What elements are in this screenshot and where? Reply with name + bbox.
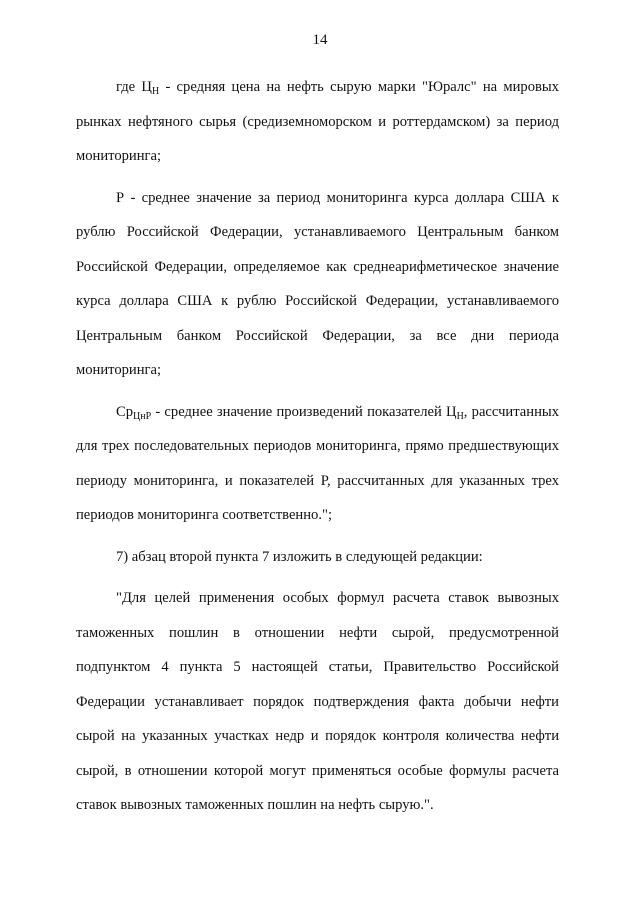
paragraph-cp-definition: $Ср_{ЦнР}$ - среднее значение произведений показателей $Ц_Н$, рассчитанных для трех последовательных периодов мониторинга, прямо предшествующих периоду мониторинга, и показателей Р, рассчитанных для указанных трех периодов мониторинга соответственно."; <box>76 403 559 523</box>
page-number: 14 <box>312 32 328 48</box>
paragraph-ts-definition: где $Ц_Н$ - средняя цена на нефть сырую марки "Юралс" на мировых рынках нефтяного сырья (средиземноморском и роттердамском) за период мониторинга; <box>76 79 559 164</box>
paragraph-new-wording: "Для целей применения особых формул расчета ставок вывозных таможенных пошлин в отношении нефти сырой, предусмотренной подпунктом 4 пункта 5 настоящей статьи, Правительство Российской Федерации устанавливает порядок подтверждения факта добычи нефти сырой на указанных участках недр и порядок контроля количества нефти сырой, в отношении которой могут применяться особые формулы расчета ставок вывозных таможенных пошлин на нефть сырую.". <box>76 590 559 813</box>
paragraph-p-definition: Р - среднее значение за период мониторинга курса доллара США к рублю Российской Федерации, устанавливаемого Центральным банком Российской Федерации, определяемое как среднеарифметическое значение курса доллара США к рублю Российской Федерации, устанавливаемого Центральным банком Российской Федерации, за все дни периода мониторинга; <box>76 189 559 378</box>
document-body <box>76 70 559 823</box>
paragraph-amendment-7: 7) абзац второй пункта 7 изложить в следующей редакции: <box>116 548 483 565</box>
